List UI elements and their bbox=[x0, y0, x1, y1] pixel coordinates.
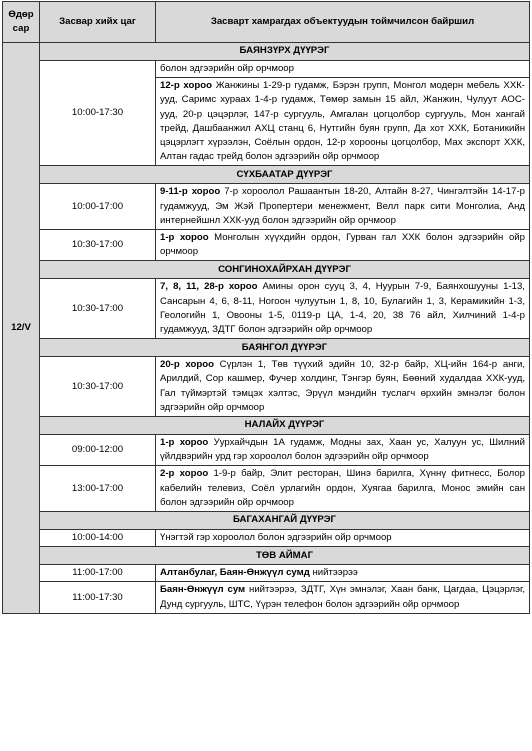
table-row bbox=[3, 466, 530, 512]
khoroo-label: 12-р хороо bbox=[160, 80, 212, 92]
time-cell: 11:00-17:00 bbox=[40, 565, 156, 582]
table-row bbox=[3, 565, 530, 582]
table-row bbox=[3, 435, 530, 466]
khoroo-label: 7, 8, 11, 28-р хороо bbox=[160, 281, 258, 293]
table-row bbox=[3, 184, 530, 230]
schedule-body bbox=[3, 43, 530, 614]
location-cell bbox=[156, 230, 530, 261]
khoroo-label: 2-р хороо bbox=[160, 468, 209, 480]
district-title: ТӨВ АЙМАГ bbox=[40, 547, 530, 565]
table-row bbox=[3, 61, 530, 78]
location-text: нийтээрээ bbox=[309, 567, 358, 579]
time-column-header: Засвар хийх цаг bbox=[40, 2, 156, 43]
khoroo-label: 20-р хороо bbox=[160, 359, 214, 371]
district-title: БАГАХАНГАЙ ДҮҮРЭГ bbox=[40, 512, 530, 530]
location-cell bbox=[156, 78, 530, 166]
location-text: нийтээрээ, ЗДТГ, Хүн эмнэлэг, Хаан банк, Цагдаа, Цэцэрлэг, Дунд сургууль, ШТС, Үүрэн телефон болон эдгээрийн ойр орчмоор bbox=[160, 584, 525, 610]
time-cell: 10:00-17:00 bbox=[40, 184, 156, 230]
khoroo-label: 9-11-р хороо bbox=[160, 186, 221, 198]
location-cell bbox=[156, 466, 530, 512]
time-cell: 11:00-17:30 bbox=[40, 582, 156, 613]
table-row bbox=[3, 279, 530, 339]
district-row bbox=[3, 166, 530, 184]
location-cell bbox=[156, 530, 530, 547]
location-text: Сүрлэн 1, Төв түүхий эдийн 10, 32-р байр, ХЦ-ийн 164-р анги, Арилдий, Сор кашмер, Фучер холдинг, Тэнгэр буян, Бөөний худалдаа ХХК-ууд, Гал түймэртэй тэмцэх хэлтэс, Эрүүл мэндийн туслагч өрхийн эмнэлэг болон эдгээрийн ойр орчмоор bbox=[160, 359, 525, 413]
location-cell bbox=[156, 582, 530, 613]
soum-label: Алтанбулаг, Баян-Өнжүүл сумд bbox=[160, 567, 310, 579]
district-title: БАЯНЗҮРХ ДҮҮРЭГ bbox=[40, 43, 530, 61]
location-text: Жанжины 1-29-р гудамж, Бэрэн групп, Монгол модерн мебель ХХК-ууд, Саримс хураах 1-4-р гудамж, Төмөр замын 15 айл, Жанжин, Чулуут АОС-ууд, 20-р цэцэрлэг, 147-р сургууль, Амгалан цогцолбор сургууль, Мон хангай трейд, Дашбаанжил АХЦ станц 6, Нутгийн буян групп, Да хот ХХК, Ботаникийн цэцэрлэгт хүрээлэн, Соёлын ордон, 12-р хорооны цогцолбор, Мах экспорт ХХК, Алтан гадас трейд болон эдгээрийн ойр орчмоор bbox=[160, 80, 525, 163]
district-title: СҮХБААТАР ДҮҮРЭГ bbox=[40, 166, 530, 184]
time-cell: 10:30-17:00 bbox=[40, 279, 156, 339]
district-row bbox=[3, 43, 530, 61]
time-cell: 10:30-17:00 bbox=[40, 230, 156, 261]
time-cell: 09:00-12:00 bbox=[40, 435, 156, 466]
district-title: НАЛАЙХ ДҮҮРЭГ bbox=[40, 417, 530, 435]
location-text: Уурхайчдын 1А гудамж, Модны зах, Хаан ус, Халуун ус, Шилний үйлдвэрийн урд гэр хороолол болон эдгээрийн ойр орчмоор bbox=[160, 437, 525, 463]
header-row bbox=[3, 2, 530, 43]
time-cell: 13:00-17:00 bbox=[40, 466, 156, 512]
location-cell bbox=[156, 435, 530, 466]
table-row bbox=[3, 530, 530, 547]
khoroo-label: 1-р хороо bbox=[160, 232, 209, 244]
location-text: Монголын хүүхдийн ордон, Гурван гал ХХК болон эдгээрийн ойр орчмоор bbox=[160, 232, 525, 258]
khoroo-label: 1-р хороо bbox=[160, 437, 209, 449]
district-row bbox=[3, 512, 530, 530]
location-text: 7-р хороолол Рашаантын 18-20, Алтайн 8-27, Чингэлтэйн 14-17-р гудамжууд, Эм Жэй Пропертери менежмент, Велл парк сити Монголиа, Анд интернейшнл ХХК-ууд болон эдгээрийн ойр орчмоор bbox=[160, 186, 525, 226]
district-row bbox=[3, 339, 530, 357]
time-cell: 10:00-14:00 bbox=[40, 530, 156, 547]
location-text: болон эдгээрийн ойр орчмоор bbox=[160, 63, 294, 74]
location-cell bbox=[156, 184, 530, 230]
table-row bbox=[3, 230, 530, 261]
location-cell bbox=[156, 565, 530, 582]
location-cell bbox=[156, 357, 530, 417]
district-row bbox=[3, 547, 530, 565]
location-cell bbox=[156, 279, 530, 339]
soum-label: Баян-Өнжүүл сум bbox=[160, 584, 246, 596]
time-cell: 10:30-17:00 bbox=[40, 357, 156, 417]
location-column-header: Засварт хамрагдах объектуудын тоймчилсон байршил bbox=[156, 2, 530, 43]
table-row bbox=[3, 582, 530, 613]
district-row bbox=[3, 261, 530, 279]
date-column-header: Өдөр сар bbox=[3, 2, 40, 43]
table-row bbox=[3, 357, 530, 417]
location-cell bbox=[156, 61, 530, 78]
date-cell: 12/V bbox=[3, 43, 40, 614]
location-text: Амины орон сууц 3, 4, Нуурын 7-9, Баянхошууны 1-13, Сансарын 4, 6, 8-11, Ногоон чулуутын 1, 8, 10, Булагийн 1, 3, Керамикийн 1-3, Геологийн 1, Овооны 1-5, 0119-р ЦА, 1-4, 20, 38 76 айл, Хилчиний 1-4-р гудамжууд, ЗДТГ болон эдгээрийн ойр орчмоор bbox=[160, 281, 525, 336]
district-title: БАЯНГОЛ ДҮҮРЭГ bbox=[40, 339, 530, 357]
district-row bbox=[3, 417, 530, 435]
time-cell: 10:00-17:30 bbox=[40, 61, 156, 166]
location-text: 1-9-р байр, Элит ресторан, Шинэ барилга, Хүннү фитнесс, Болор кабелийн телевиз, Соёл урлагийн ордон, Хуягаа барилга, Монос эмийн сан болон эдгээрийн ойр орчмоор bbox=[160, 468, 525, 508]
maintenance-schedule-table bbox=[2, 1, 530, 614]
district-title: СОНГИНОХАЙРХАН ДҮҮРЭГ bbox=[40, 261, 530, 279]
location-text: Үнэгтэй гэр хороолол болон эдгээрийн ойр орчмоор bbox=[160, 532, 392, 544]
